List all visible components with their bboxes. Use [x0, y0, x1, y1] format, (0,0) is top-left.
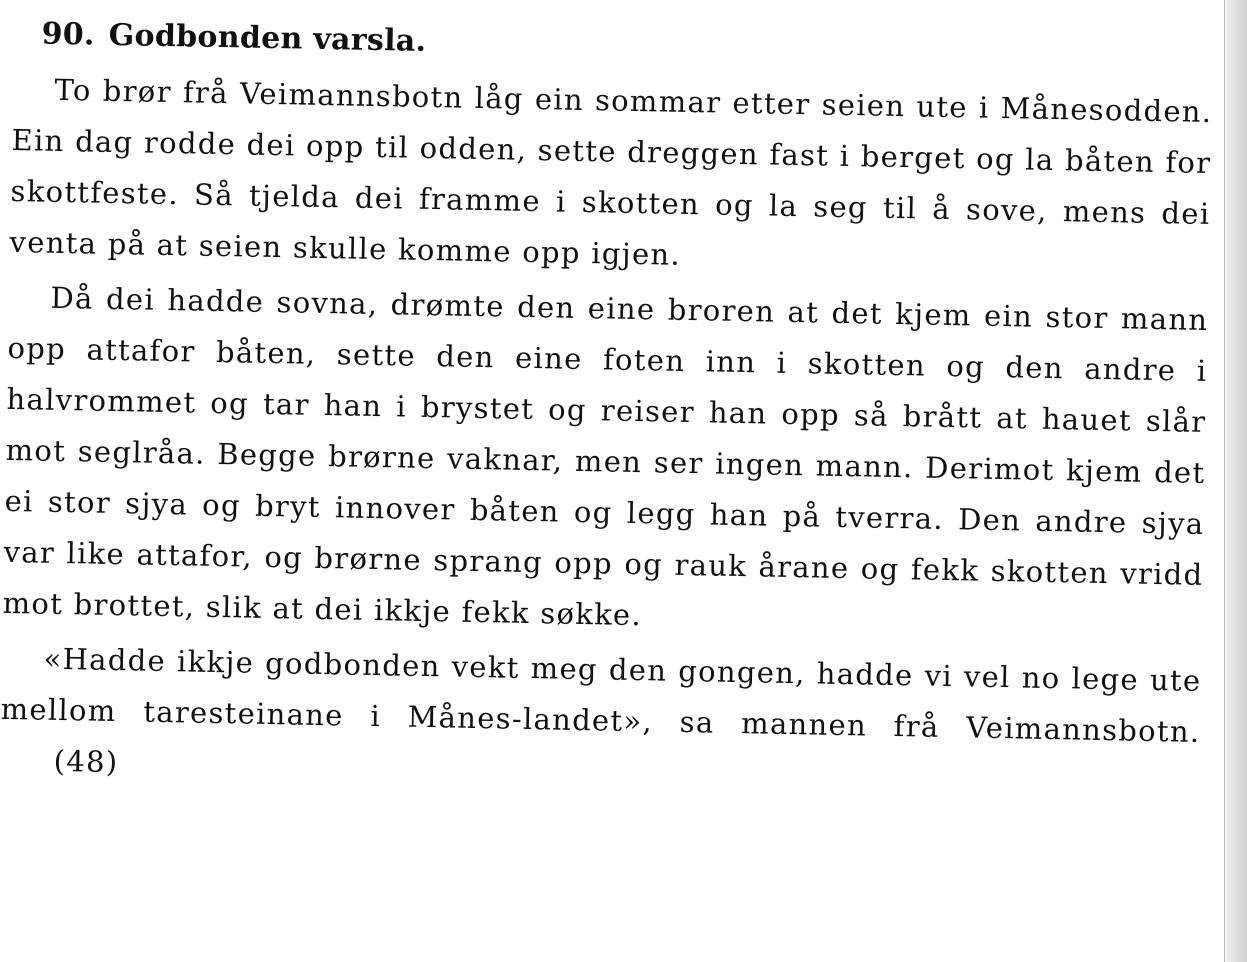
- story-block: [0, 14, 1214, 809]
- paragraph-3: [0, 633, 1202, 809]
- page-edge-shadow: [1225, 0, 1247, 962]
- story-number: 90.: [41, 16, 96, 53]
- story-title: Godbonden varsla.: [108, 17, 427, 59]
- paragraph-3-text: «Hadde ikkje godbonden vekt meg den gongen, hadde vi vel no lege ute mellom taresteinane i Månes-landet», sa mannen frå Veimannsbotn.: [0, 641, 1202, 749]
- source-reference: (48): [53, 743, 119, 780]
- paragraph-1: To brør frå Veimannsbotn låg ein sommar etter seien ute i Månesodden. Ein dag rodde dei opp til odden, sette dreggen fast i berget og la båten for skottfeste. Så tjelda dei framme i skotten og la seg til å sove, mens dei venta på at seien skulle komme opp igjen.: [9, 72, 1213, 272]
- paragraph-2: Då dei hadde sovna, drømte den eine broren at det kjem ein stor mann opp attafor båten, sette den eine foten inn i skotten og den andre i halvrommet og tar han i brystet og reiser han opp så brått at hauet slår mot seglråa. Begge brørne vaknar, men ser ingen mann. Derimot kjem det ei stor sjya og bryt innover båten og legg han på tverra. Den andre sjya var like attafor, og brørne sprang opp og rauk årane og fekk skotten vridd mot brottet, slik at dei ikkje fekk søkke.: [2, 280, 1209, 633]
